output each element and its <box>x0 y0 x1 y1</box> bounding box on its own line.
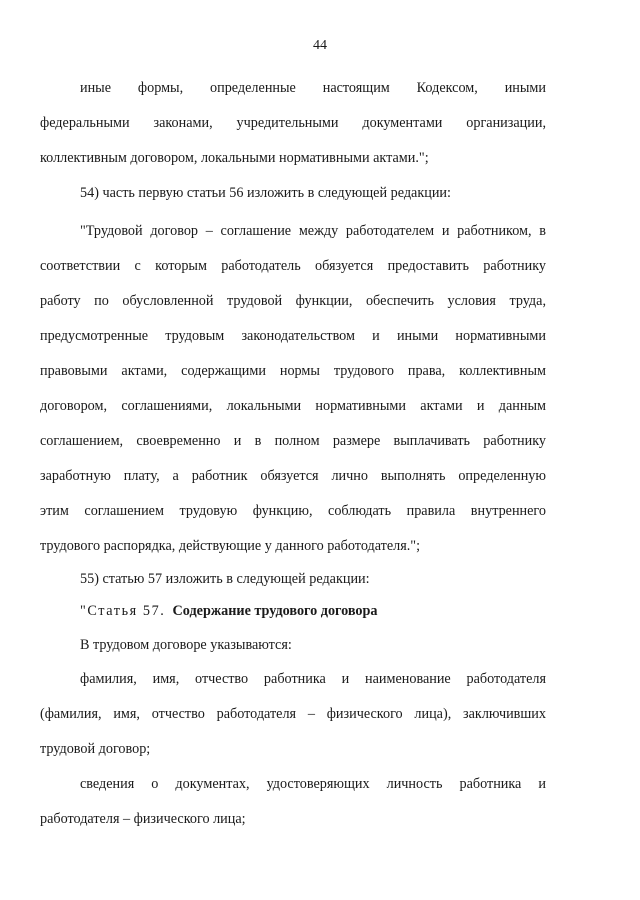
text-line: трудовой договор; <box>40 741 151 757</box>
text-line: (фамилия, имя, отчество работодателя – физического лица), заключивших <box>40 706 546 722</box>
text-line: В трудовом договоре указываются: <box>80 637 292 653</box>
text-line: работодателя – физического лица; <box>40 811 246 827</box>
text-line: соглашением, своевременно и в полном размере выплачивать работнику <box>40 433 546 449</box>
text-line: коллективным договором, локальными нормативными актами."; <box>40 150 429 166</box>
text-line: соответствии с которым работодатель обязуется предоставить работнику <box>40 258 546 274</box>
text-line: 54) часть первую статьи 56 изложить в следующей редакции: <box>80 185 451 201</box>
text-line: заработную плату, а работник обязуется лично выполнять определенную <box>40 468 546 484</box>
text-line: фамилия, имя, отчество работника и наименование работодателя <box>80 671 546 687</box>
text-line: этим соглашением трудовую функцию, соблюдать правила внутреннего <box>40 503 546 519</box>
text-line: сведения о документах, удостоверяющих личность работника и <box>80 776 546 792</box>
text-line: работу по обусловленной трудовой функции, обеспечить условия труда, <box>40 293 546 309</box>
text-line: "Трудовой договор – соглашение между работодателем и работником, в <box>80 223 546 239</box>
text-line: иные формы, определенные настоящим Кодексом, иными <box>80 80 546 96</box>
text-line: предусмотренные трудовым законодательством и иными нормативными <box>40 328 546 344</box>
text-line: договором, соглашениями, локальными нормативными актами и данным <box>40 398 546 414</box>
article-heading <box>80 602 378 620</box>
article-heading-prefix: "Статья 57. <box>80 603 166 619</box>
text-line: трудового распорядка, действующие у данного работодателя."; <box>40 538 421 554</box>
article-heading-title: Содержание трудового договора <box>172 603 378 619</box>
text-line: 55) статью 57 изложить в следующей редакции: <box>80 571 370 587</box>
page-number: 44 <box>313 38 327 53</box>
text-line: федеральными законами, учредительными документами организации, <box>40 115 546 131</box>
text-line: правовыми актами, содержащими нормы трудового права, коллективным <box>40 363 546 379</box>
